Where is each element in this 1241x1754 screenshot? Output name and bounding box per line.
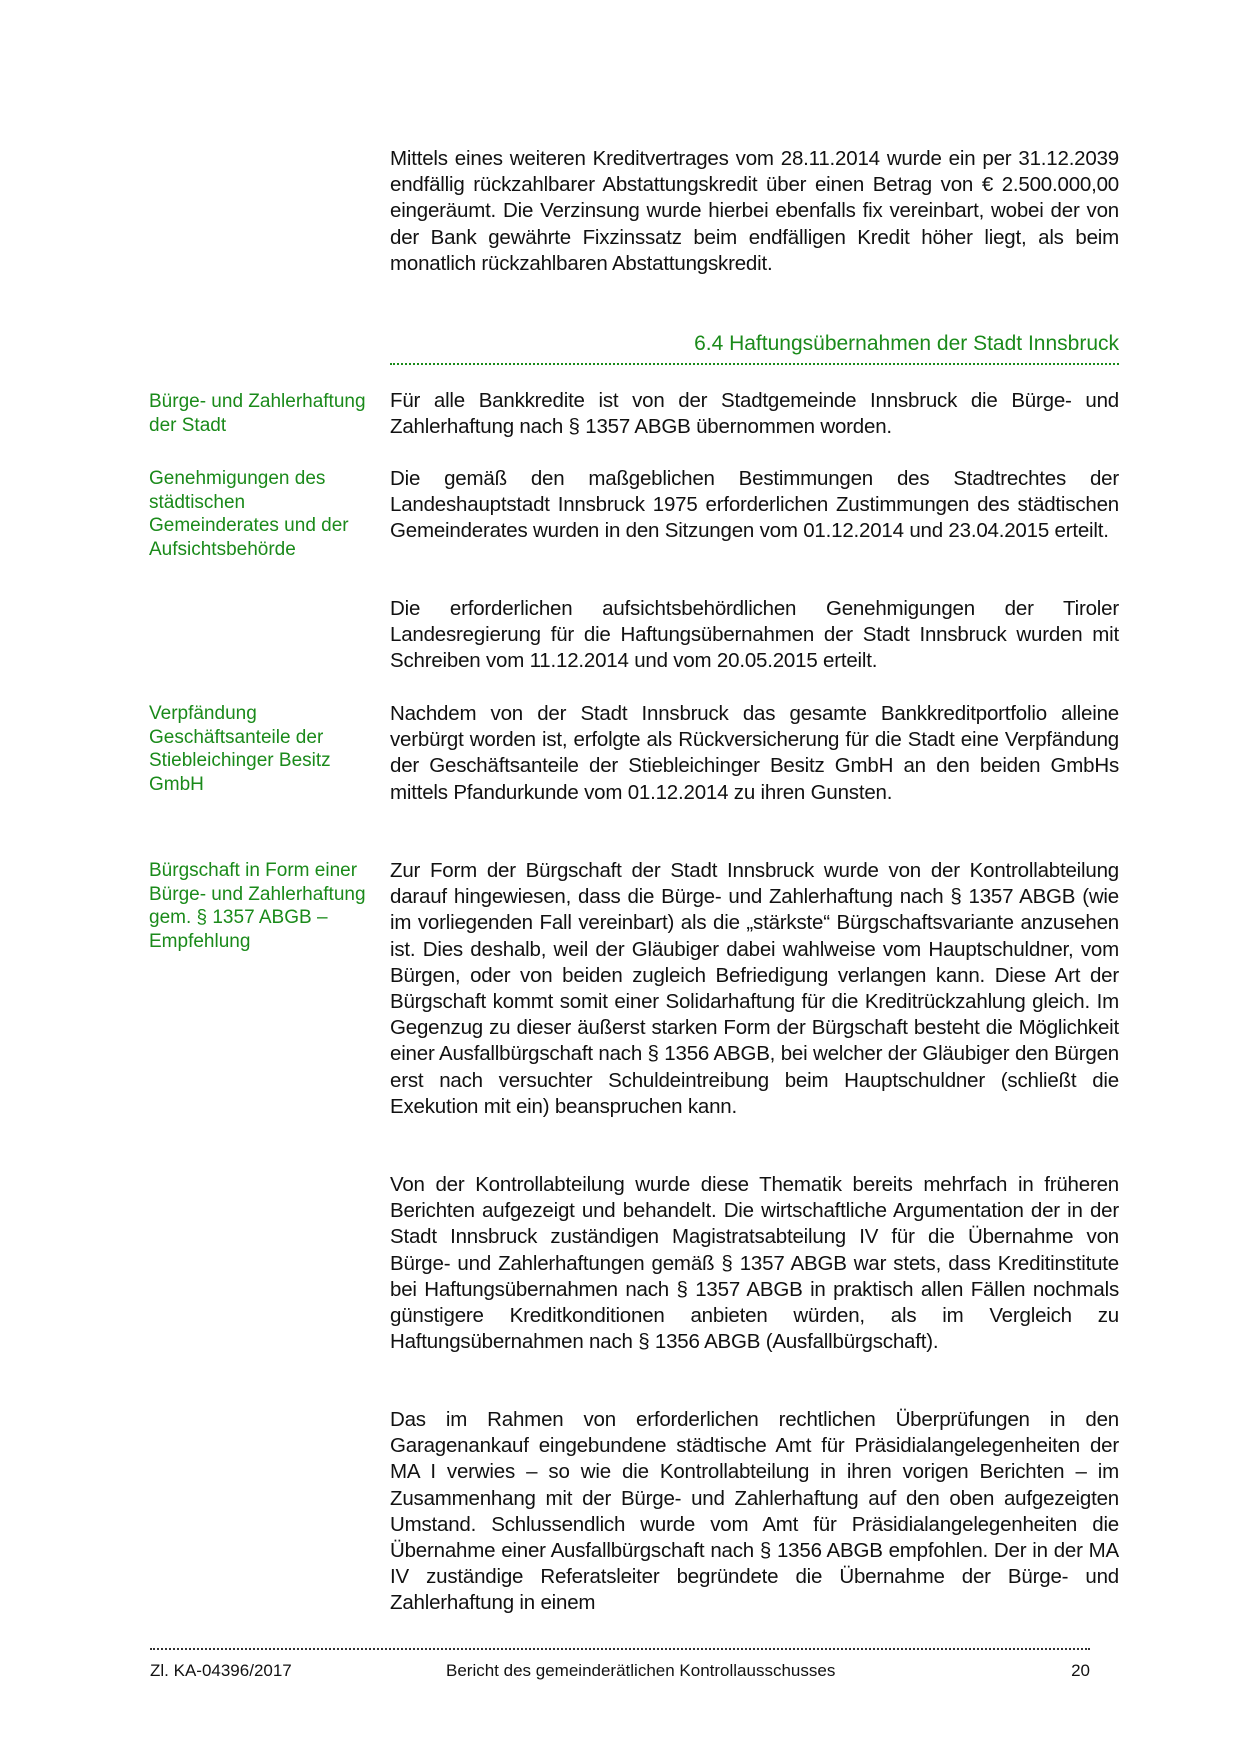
section-heading: 6.4 Haftungsübernahmen der Stadt Innsbruck (694, 332, 1119, 355)
paragraph-text: Die erforderlichen aufsichtsbehördlichen Genehmigungen der Tiroler Landesregierung für die Haftungsübernahmen der Stadt Innsbruck wurden mit Schreiben vom 11.12.2014 und vom 20.05.2015 erteilt. (390, 597, 1119, 673)
margin-note-buerge-zahlerhaftung: Bürge- und Zahlerhaftung der Stadt (149, 391, 366, 436)
paragraph-2 (390, 466, 1119, 545)
paragraph-5 (390, 858, 1119, 1120)
paragraph-text: Zur Form der Bürgschaft der Stadt Innsbruck wurde von der Kontrollabteilung darauf hingewiesen, dass die Bürge- und Zahlerhaftung nach § 1357 ABGB (wie im vorliegenden Fall vereinbart) als die „stärkste“ Bürgschaftsvariante anzusehen ist. Dies deshalb, weil der Gläubiger dabei wahlweise vom Hauptschuldner, vom Bürgen, oder von beiden zugleich Befriedigung verlangen kann. Diese Art der Bürgschaft kommt somit einer Solidarhaftung für die Kreditrückzahlung gleich. Im Gegenzug zu dieser äußerst starken Form der Bürgschaft besteht die Möglichkeit einer Ausfallbürgschaft nach § 1356 ABGB, bei welcher der Gläubiger den Bürgen erst nach versuchter Schuldeintreibung beim Hauptschuldner (schließt die Exekution mit ein) beanspruchen kann. (390, 859, 1119, 1118)
paragraph-4 (390, 701, 1119, 806)
margin-note-verpfaendung: Verpfändung Geschäftsanteile der Stiebleichinger Besitz GmbH (149, 703, 331, 795)
footer-dotted-divider (150, 1648, 1090, 1650)
footer-title: Bericht des gemeinderätlichen Kontrollausschusses (446, 1661, 836, 1680)
paragraph-1 (390, 388, 1119, 440)
paragraph-6 (390, 1172, 1119, 1355)
paragraph-7 (390, 1407, 1119, 1617)
paragraph-text: Für alle Bankkredite ist von der Stadtgemeinde Innsbruck die Bürge- und Zahlerhaftung nach § 1357 ABGB übernommen worden. (390, 389, 1119, 439)
margin-note-buergschaft-empfehlung: Bürgschaft in Form einer Bürge- und Zahlerhaftung gem. § 1357 ABGB – Empfehlung (149, 860, 366, 952)
paragraph-3 (390, 596, 1119, 675)
paragraph-text: Die gemäß den maßgeblichen Bestimmungen des Stadtrechtes der Landeshauptstadt Innsbruck 1975 erforderlichen Zustimmungen des städtischen Gemeinderates wurden in den Sitzungen vom 01.12.2014 und 23.04.2015 erteilt. (390, 467, 1119, 543)
footer-page-number: 20 (1071, 1661, 1090, 1680)
footer-reference: Zl. KA-04396/2017 (150, 1661, 292, 1680)
paragraph-text: Mittels eines weiteren Kreditvertrages vom 28.11.2014 wurde ein per 31.12.2039 endfällig rückzahlbarer Abstattungskredit über einen Betrag von € 2.500.000,00 eingeräumt. Die Verzinsung wurde hierbei ebenfalls fix vereinbart, wobei der von der Bank gewährte Fixzinssatz beim endfälligen Kredit höher liegt, als beim monatlich rückzahlbaren Abstattungskredit. (390, 147, 1119, 275)
intro-paragraph (390, 146, 1119, 277)
margin-note-genehmigungen: Genehmigungen des städtischen Gemeinderates und der Aufsichtsbehörde (149, 468, 349, 560)
paragraph-text: Das im Rahmen von erforderlichen rechtlichen Überprüfungen in den Garagenankauf eingebundene städtische Amt für Präsidialangelegenheiten der MA I verwies – so wie die Kontrollabteilung in ihren vorigen Berichten – im Zusammenhang mit der Bürge- und Zahlerhaftung auf den oben aufgezeigten Umstand. Schlussendlich wurde vom Amt für Präsidialangelegenheiten die Übernahme einer Ausfallbürgschaft nach § 1356 ABGB empfohlen. Der in der MA IV zuständige Referatsleiter begründete die Übernahme der Bürge- und Zahlerhaftung in einem (390, 1408, 1119, 1615)
heading-dotted-divider (390, 363, 1119, 365)
paragraph-text: Von der Kontrollabteilung wurde diese Thematik bereits mehrfach in früheren Berichten aufgezeigt und behandelt. Die wirtschaftliche Argumentation der in der Stadt Innsbruck zuständigen Magistratsabteilung IV für die Übernahme von Bürge- und Zahlerhaftungen gemäß § 1357 ABGB war stets, dass Kreditinstitute bei Haftungsübernahmen nach § 1357 ABGB in praktisch allen Fällen nochmals günstigere Kreditkonditionen anbieten würden, als im Vergleich zu Haftungsübernahmen nach § 1356 ABGB (Ausfallbürgschaft). (390, 1173, 1119, 1354)
paragraph-text: Nachdem von der Stadt Innsbruck das gesamte Bankkreditportfolio alleine verbürgt worden ist, erfolgte als Rückversicherung für die Stadt eine Verpfändung der Geschäftsanteile der Stiebleichinger Besitz GmbH an den beiden GmbHs mittels Pfandurkunde vom 01.12.2014 zu ihren Gunsten. (390, 702, 1119, 804)
